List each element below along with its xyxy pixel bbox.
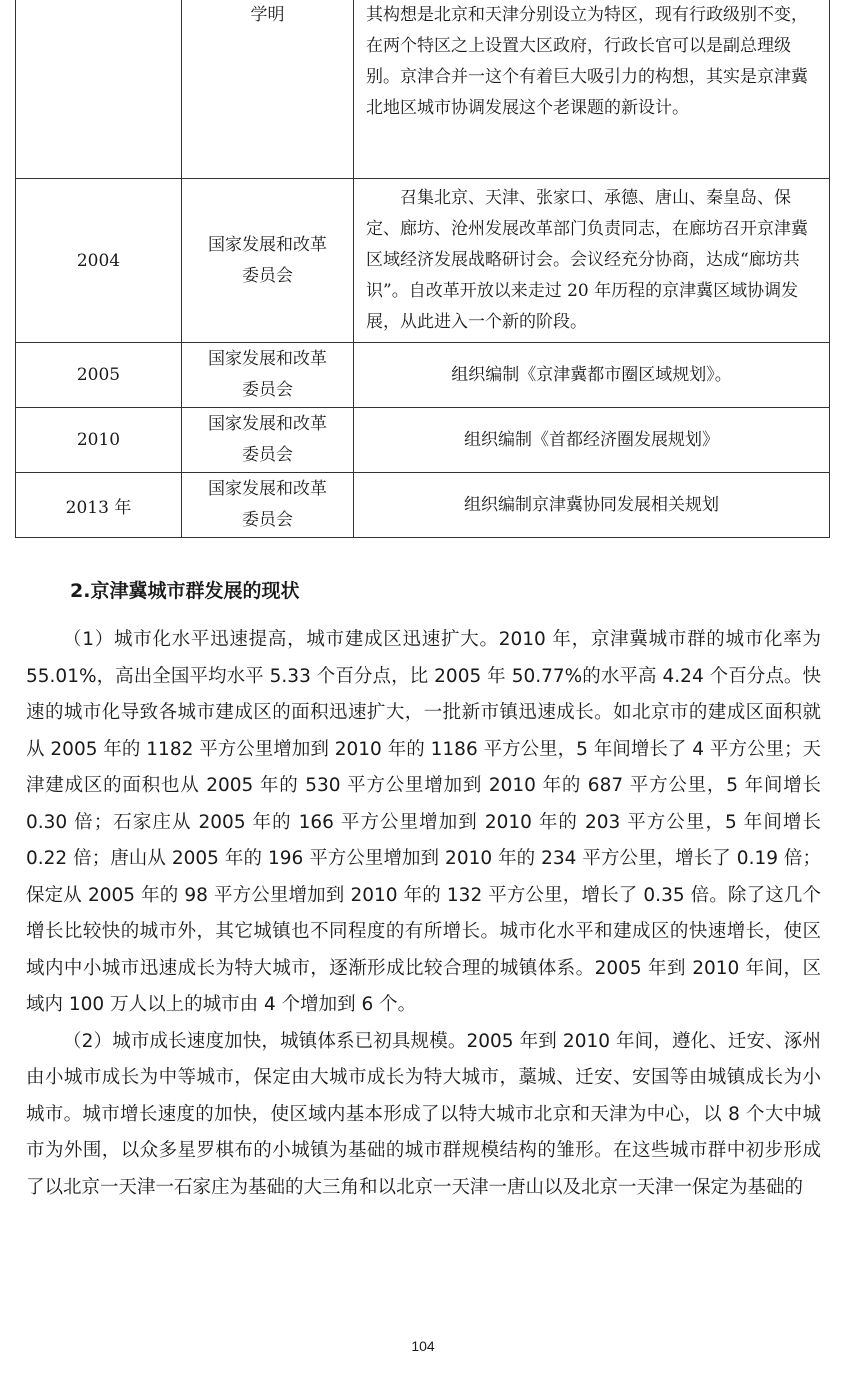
org-cell: 学明 xyxy=(182,0,354,179)
section-title: 2.京津冀城市群发展的现状 xyxy=(70,580,300,602)
body-text xyxy=(26,622,821,1206)
table-row xyxy=(16,473,830,538)
org-text: 国家发展和改革委员会 xyxy=(208,414,327,465)
description-text: 召集北京、天津、张家口、承德、唐山、秦皇岛、保定、廊坊、沧州发展改革部门负责同志，在廊坊召开京津冀区域经济发展战略研讨会。会议经充分协商，达成“廊坊共识”。自改革开放以来走过 20 年历程的京津冀区域协调发展，从此进入一个新的阶段。 xyxy=(366,188,808,332)
org-text: 国家发展和改革委员会 xyxy=(208,479,327,530)
page-number: 104 xyxy=(411,1338,435,1354)
org-cell xyxy=(182,408,354,473)
description-cell: 组织编制《首都经济圈发展规划》 xyxy=(354,408,830,473)
org-text: 国家发展和改革委员会 xyxy=(208,349,327,400)
year-cell xyxy=(16,0,182,179)
table-row xyxy=(16,343,830,408)
org-cell xyxy=(182,473,354,538)
org-text: 国家发展和改革委员会 xyxy=(208,234,327,286)
description-cell xyxy=(354,179,830,343)
paragraph: （2）城市成长速度加快，城镇体系已初具规模。2005 年到 2010 年间，遵化、迁安、涿州由小城市成长为中等城市，保定由大城市成长为特大城市，藁城、迁安、安国等由城镇成长为小城市。城市增长速度的加快，使区域内基本形成了以特大城市北京和天津为中心，以 8 个大中城市为外围，以众多星罗棋布的小城镇为基础的城市群规模结构的雏形。在这些城市群中初步形成了以北京一天津一石家庄为基础的大三角和以北京一天津一唐山以及北京一天津一保定为基础的 xyxy=(26,1030,821,1198)
org-cell xyxy=(182,179,354,343)
table-row xyxy=(16,408,830,473)
paragraph: （1）城市化水平迅速提高，城市建成区迅速扩大。2010 年，京津冀城市群的城市化率为 55.01%，高出全国平均水平 5.33 个百分点，比 2005 年 50.77%的水平高 4.24 个百分点。快速的城市化导致各城市建成区的面积迅速扩大，一批新市镇迅速成长。如北京市的建成区面积就从 2005 年的 1182 平方公里增加到 2010 年的 1186 平方公里，5 年间增长了 4 平方公里；天津建成区的面积也从 2005 年的 530 平方公里增加到 2010 年的 687 平方公里，5 年间增长 0.30 倍；石家庄从 2005 年的 166 平方公里增加到 2010 年的 203 平方公里，5 年间增长 0.22 倍；唐山从 2005 年的 196 平方公里增加到 2010 年的 234 平方公里，增长了 0.19 倍；保定从 2005 年的 98 平方公里增加到 2010 年的 132 平方公里，增长了 0.35 倍。除了这几个增长比较快的城市外，其它城镇也不同程度的有所增长。城市化水平和建成区的快速增长，使区域内中小城市迅速成长为特大城市，逐渐形成比较合理的城镇体系。2005 年到 2010 年间，区域内 100 万人以上的城市由 4 个增加到 6 个。 xyxy=(26,629,821,1015)
description-cell: 组织编制《京津冀都市圈区域规划》。 xyxy=(354,343,830,408)
description-cell: 组织编制京津冀协同发展相关规划 xyxy=(354,473,830,538)
description-cell xyxy=(354,0,830,179)
description-text: 其构想是北京和天津分别设立为特区，现有行政级别不变，在两个特区之上设置大区政府，行政长官可以是副总理级别。京津合并一这个有着巨大吸引力的构想，其实是京津冀北地区城市协调发展这个老课题的新设计。 xyxy=(366,5,808,118)
table-row xyxy=(16,179,830,343)
year-cell: 2005 xyxy=(16,343,182,408)
year-cell: 2010 xyxy=(16,408,182,473)
policy-timeline-table xyxy=(15,0,830,538)
org-cell xyxy=(182,343,354,408)
year-cell: 2013 年 xyxy=(16,473,182,538)
year-cell: 2004 xyxy=(16,179,182,343)
table-row xyxy=(16,0,830,179)
